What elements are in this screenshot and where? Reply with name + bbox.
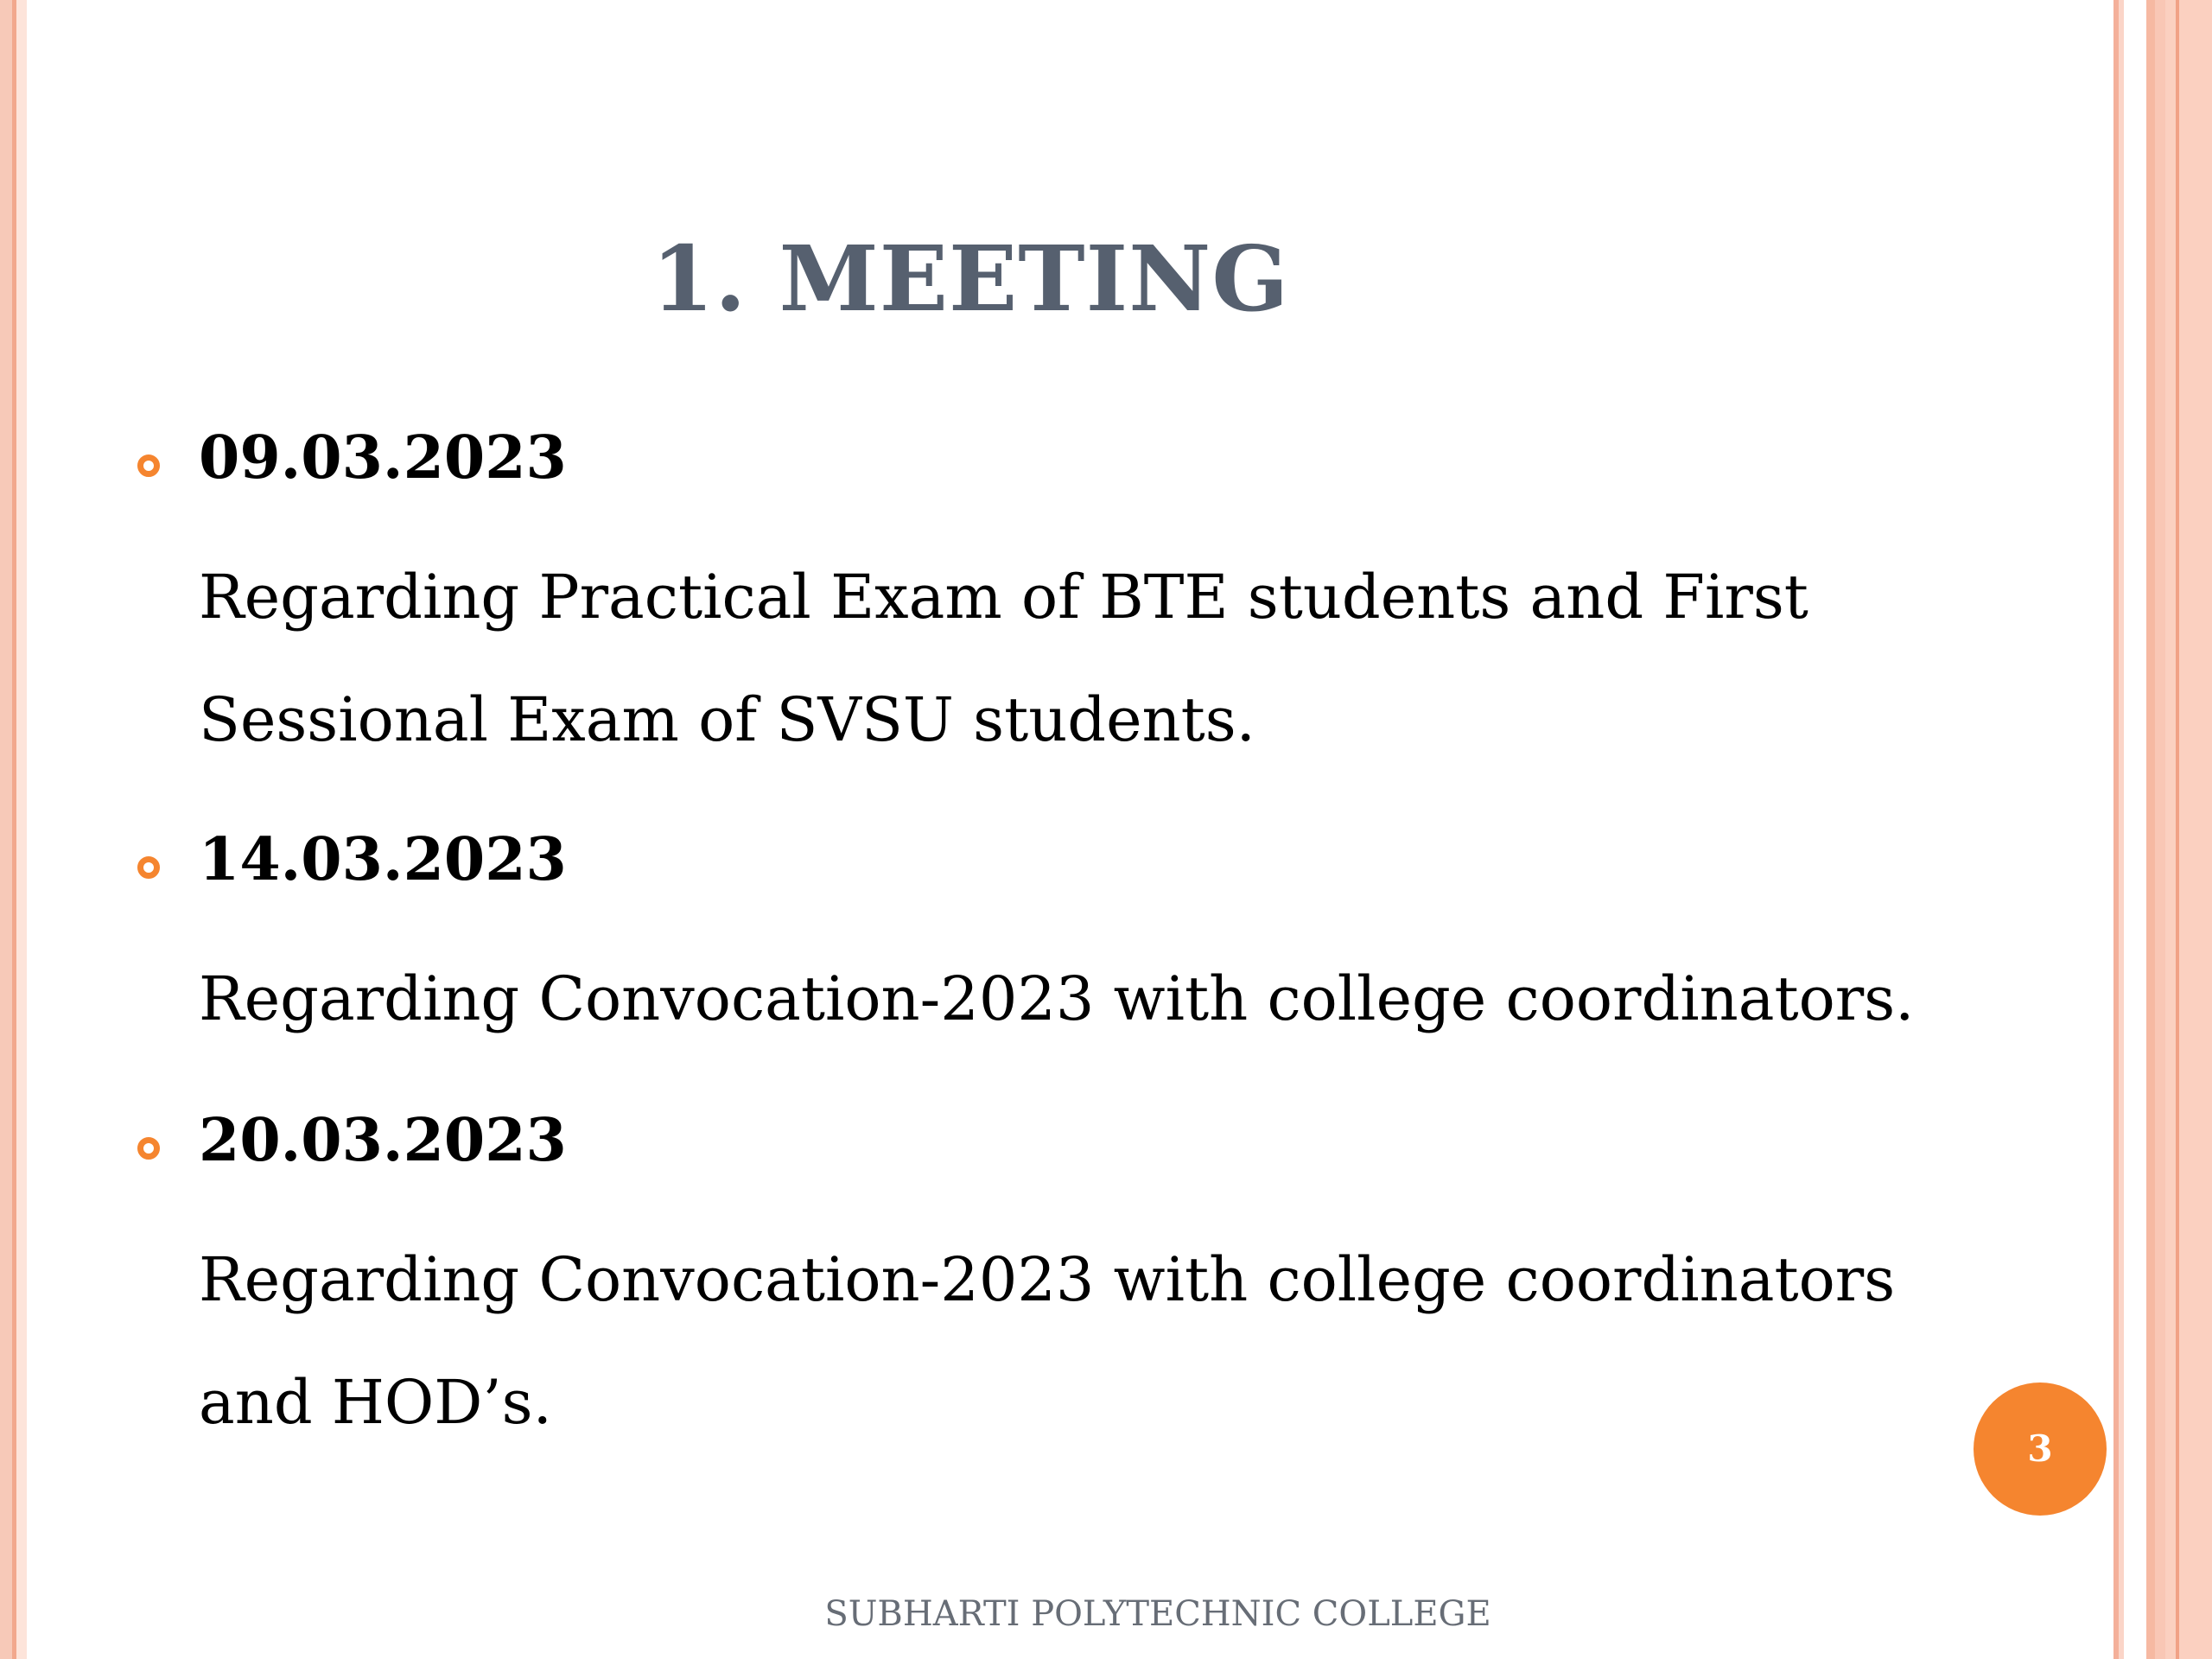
circle-bullet-icon — [137, 454, 160, 477]
right-border-stripe — [2146, 0, 2155, 1659]
right-border-stripe — [2165, 0, 2212, 1659]
meeting-date: 09.03.2023 — [199, 423, 567, 493]
right-border-stripe — [2155, 0, 2165, 1659]
right-border-stripe — [2176, 0, 2179, 1659]
page-number-badge: 3 — [1974, 1382, 2107, 1516]
meeting-date: 20.03.2023 — [199, 1106, 567, 1175]
meeting-item — [134, 817, 2100, 1060]
meeting-description: Regarding Practical Exam of BTE students and First Sessional Exam of SVSU students. — [199, 562, 1808, 755]
meeting-description: Regarding Convocation-2023 with college coordinators and HOD’s. — [199, 1244, 1896, 1438]
right-border-stripe — [2124, 0, 2146, 1659]
footer-text: SUBHARTI POLYTECHNIC COLLEGE — [824, 1594, 1491, 1634]
meeting-description: Regarding Convocation-2023 with college coordinators. — [199, 963, 1915, 1034]
meeting-date: 14.03.2023 — [199, 825, 567, 894]
meeting-item — [134, 415, 1979, 781]
meeting-item — [134, 1097, 2013, 1464]
circle-bullet-icon — [137, 1137, 160, 1160]
circle-bullet-icon — [137, 856, 160, 879]
slide-title: 1. MEETING — [651, 226, 1290, 332]
